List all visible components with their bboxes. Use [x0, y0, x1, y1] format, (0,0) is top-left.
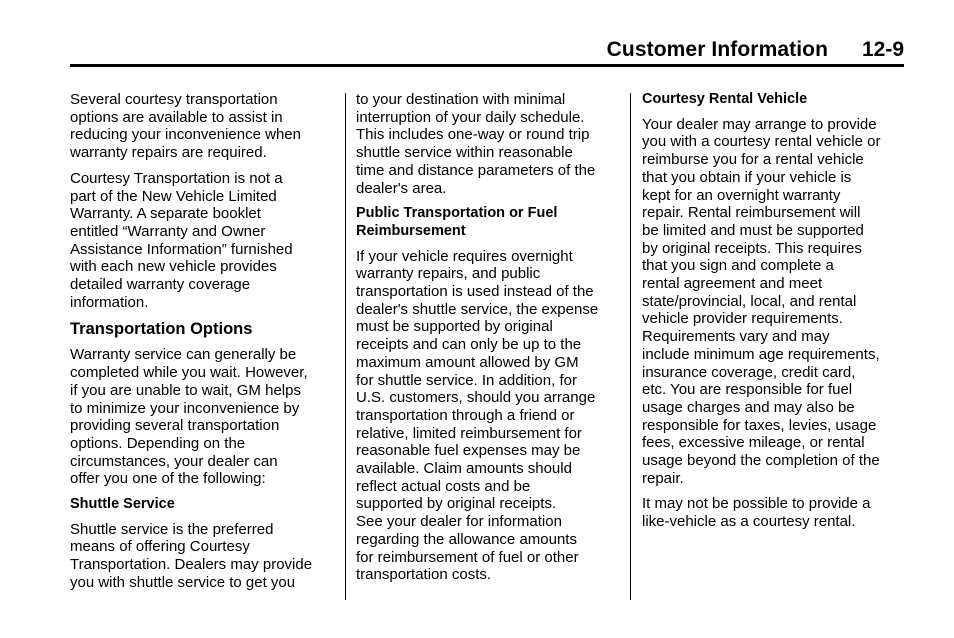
- transportation-options-paragraph: Warranty service can generally be completed while you wait. However, if you are unable to wait, GM helps to minimize your inconvenience by providing several transportation options. Depending on the circumstances, your dealer can offer you one of the following:: [70, 346, 308, 488]
- public-transportation-heading: Public Transportation or Fuel Reimbursement: [356, 205, 558, 239]
- column-divider: [345, 93, 346, 600]
- courtesy-rental-paragraph: Your dealer may arrange to provide you with a courtesy rental vehicle or reimburse you for a rental vehicle that you obtain if your vehicle is kept for an overnight warranty repair. Rental reimbursement will be limited and must be supported by original receipts. This requires that you sign and complete a rental agreement and meet state/provincial, local, and rental vehicle provider requirements. Requirements vary and may include minimum age requirements, insurance coverage, credit card, etc. You are responsible for fuel usage charges and may also be responsible for taxes, levies, usage fees, excessive mileage, or rental usage beyond the completion of the repair.: [642, 115, 881, 487]
- page-header: [0, 0, 954, 70]
- public-transportation-paragraph: If your vehicle requires overnight warranty repairs, and public transportation is used instead of the dealer's shuttle service, the expense must be supported by original receipts and can only be up to the maximum amount allowed by GM for shuttle service. In addition, for U.S. customers, should you arrange transportation through a friend or relative, limited reimbursement for reasonable fuel expenses may be available. Claim amounts should reflect actual costs and be supported by original receipts.: [356, 247, 599, 513]
- shuttle-service-heading: Shuttle Service: [70, 496, 175, 513]
- text-column-2: [356, 91, 622, 592]
- transportation-options-heading: Transportation Options: [70, 320, 253, 339]
- section-title: Customer Information: [606, 38, 828, 61]
- header-rule: [70, 64, 904, 67]
- column-divider: [630, 93, 631, 600]
- warranty-note-paragraph: Courtesy Transportation is not a part of the New Vehicle Limited Warranty. A separate booklet entitled “Warranty and Owner Assistance Information” furnished with each new vehicle provides detailed warranty coverage information.: [70, 169, 293, 311]
- courtesy-rental-heading: Courtesy Rental Vehicle: [642, 91, 808, 107]
- like-vehicle-paragraph: It may not be possible to provide a like-vehicle as a courtesy rental.: [642, 495, 871, 531]
- text-column-3: [642, 91, 904, 539]
- text-column-1: [70, 91, 338, 600]
- page-number: 12-9: [861, 38, 904, 61]
- intro-paragraph: Several courtesy transportation options are available to assist in reducing your inconvenience when warranty repairs are required.: [70, 91, 301, 162]
- dealer-info-paragraph: See your dealer for information regarding the allowance amounts for reimbursement of fuel or other transportation costs.: [356, 513, 579, 584]
- shuttle-continued-paragraph: to your destination with minimal interruption of your daily schedule. This includes one-way or round trip shuttle service within reasonable time and distance parameters of the dealer's area.: [356, 91, 596, 197]
- shuttle-service-paragraph: Shuttle service is the preferred means of offering Courtesy Transportation. Dealers may provide you with shuttle service to get you: [70, 520, 313, 591]
